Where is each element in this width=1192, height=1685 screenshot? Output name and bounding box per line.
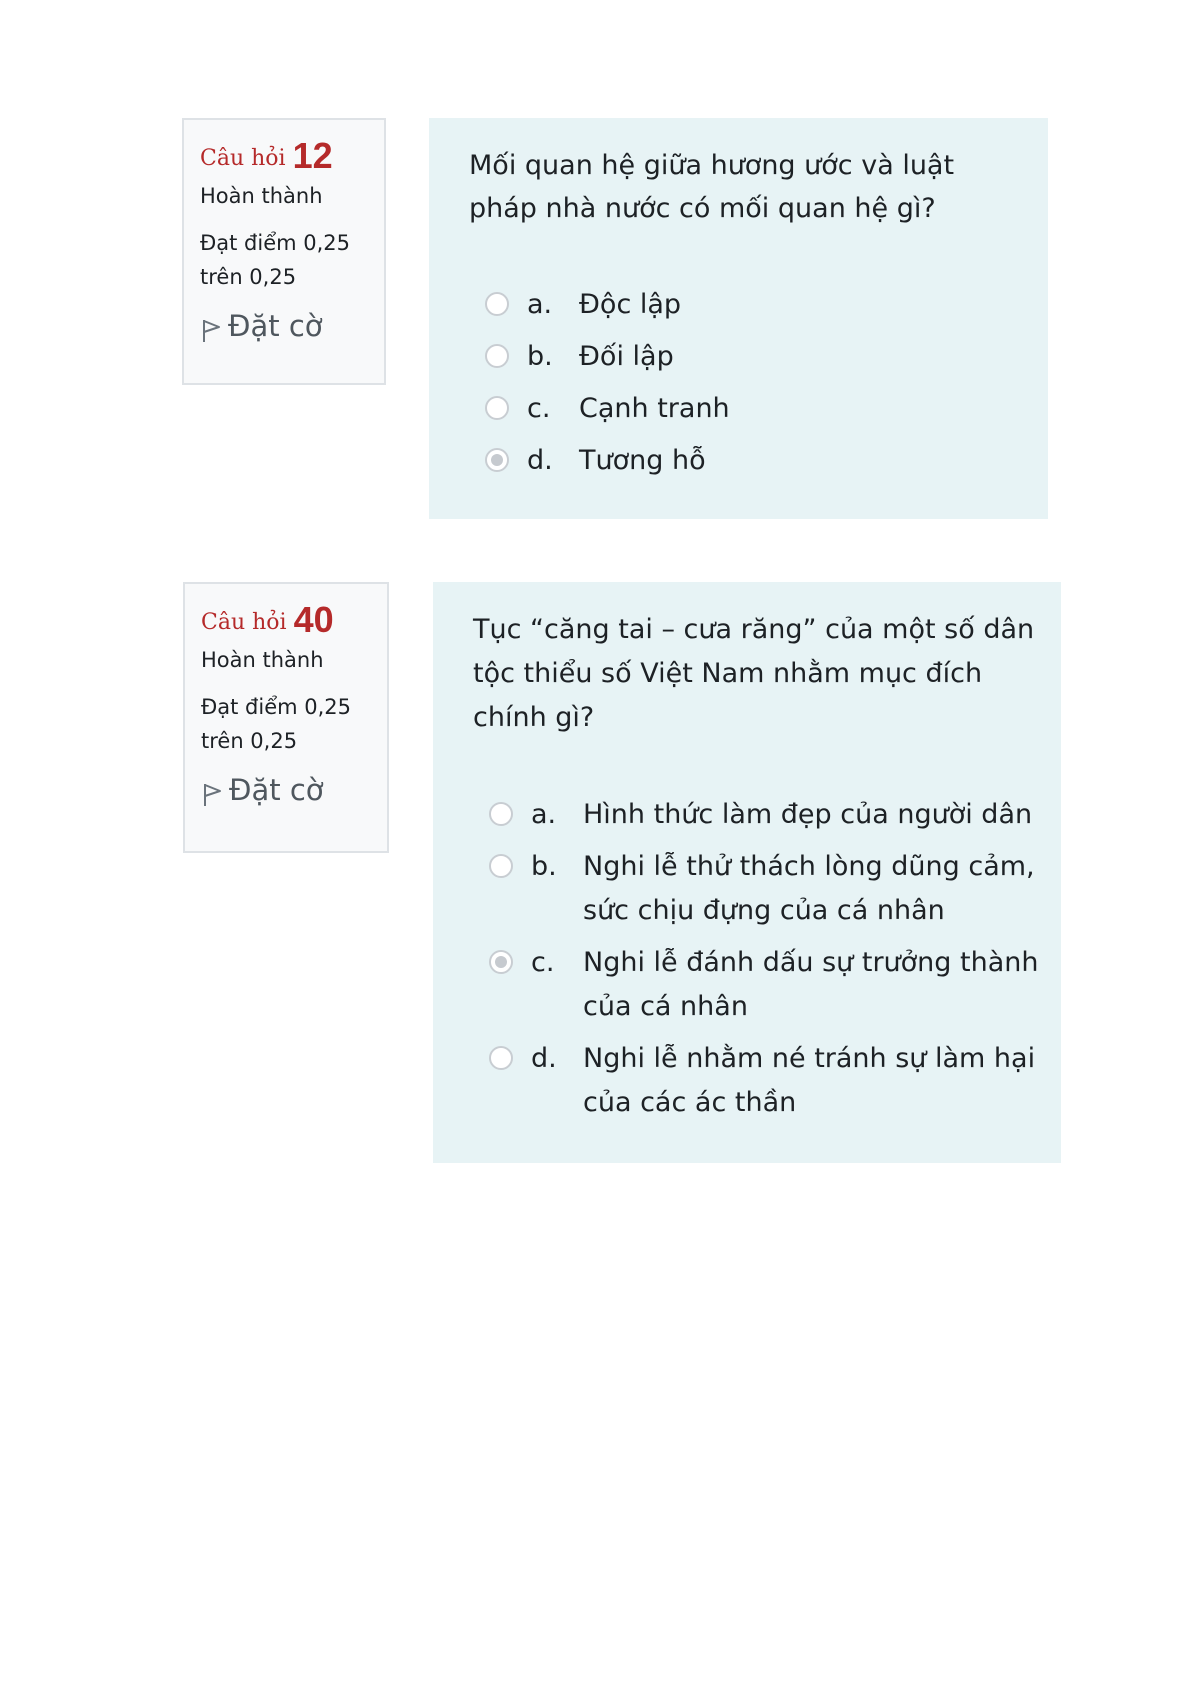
answer-option-b[interactable] <box>469 331 1028 383</box>
answer-option-a[interactable] <box>473 793 1041 837</box>
flag-icon <box>201 780 223 808</box>
answer-text: Nghi lễ thử thách lòng dũng cảm, sức chịu đựng của cá nhân <box>583 851 1035 926</box>
answer-text: Nghi lễ đánh dấu sự trưởng thành của cá nhân <box>583 947 1039 1022</box>
flag-question-button[interactable] <box>201 770 373 810</box>
question-grade: Đạt điểm 0,25 trên 0,25 <box>201 695 352 753</box>
answer-letter: a. <box>527 289 553 320</box>
question-grade: Đạt điểm 0,25 trên 0,25 <box>200 231 351 289</box>
answer-text: Cạnh tranh <box>579 393 730 424</box>
question-number <box>200 135 370 178</box>
answer-radio[interactable] <box>485 396 509 420</box>
question-info-box <box>183 582 389 853</box>
answer-radio[interactable] <box>489 854 513 878</box>
answer-text: Hình thức làm đẹp của người dân <box>583 799 1033 830</box>
answer-letter: b. <box>531 851 557 882</box>
answer-letter: c. <box>531 947 555 978</box>
answer-option-c[interactable] <box>473 941 1041 1029</box>
flag-label: Đặt cờ <box>228 309 323 343</box>
question-info-box <box>182 118 386 385</box>
answer-radio[interactable] <box>485 344 509 368</box>
question-text: Tục “căng tai – cưa răng” của một số dân tộc thiểu số Việt Nam nhằm mục đích chính gì? <box>473 614 1035 733</box>
answer-radio[interactable] <box>489 802 513 826</box>
question-state: Hoàn thành <box>200 184 323 208</box>
answer-letter: d. <box>527 445 553 476</box>
answer-option-c[interactable] <box>469 383 1028 435</box>
answer-radio[interactable] <box>489 1046 513 1070</box>
answer-letter: d. <box>531 1043 557 1074</box>
answer-option-a[interactable] <box>469 279 1028 331</box>
answer-text: Nghi lễ nhằm né tránh sự làm hại của các ác thần <box>583 1043 1036 1118</box>
question-text: Mối quan hệ giữa hương ước và luật pháp nhà nước có mối quan hệ gì? <box>469 150 955 224</box>
answer-radio[interactable] <box>485 448 509 472</box>
answer-letter: b. <box>527 341 553 372</box>
answer-radio[interactable] <box>489 950 513 974</box>
flag-icon <box>200 316 222 344</box>
flag-question-button[interactable] <box>200 306 370 346</box>
answer-text: Độc lập <box>579 289 682 320</box>
question-number-value: 12 <box>292 135 333 176</box>
answer-radio[interactable] <box>485 292 509 316</box>
answer-text: Đối lập <box>579 341 674 372</box>
answer-list <box>473 793 1041 1125</box>
answer-option-d[interactable] <box>473 1037 1041 1125</box>
question-number <box>201 599 373 642</box>
flag-label: Đặt cờ <box>229 773 324 807</box>
question-number-value: 40 <box>293 599 334 640</box>
answer-text: Tương hỗ <box>579 445 706 476</box>
question-label: Câu hỏi <box>200 146 286 171</box>
question-content <box>433 582 1061 1163</box>
question-label: Câu hỏi <box>201 610 287 635</box>
answer-option-d[interactable] <box>469 435 1028 487</box>
answer-option-b[interactable] <box>473 845 1041 933</box>
answer-letter: c. <box>527 393 551 424</box>
answer-letter: a. <box>531 799 557 830</box>
question-content <box>429 118 1048 519</box>
answer-list <box>469 279 1028 487</box>
question-state: Hoàn thành <box>201 648 324 672</box>
